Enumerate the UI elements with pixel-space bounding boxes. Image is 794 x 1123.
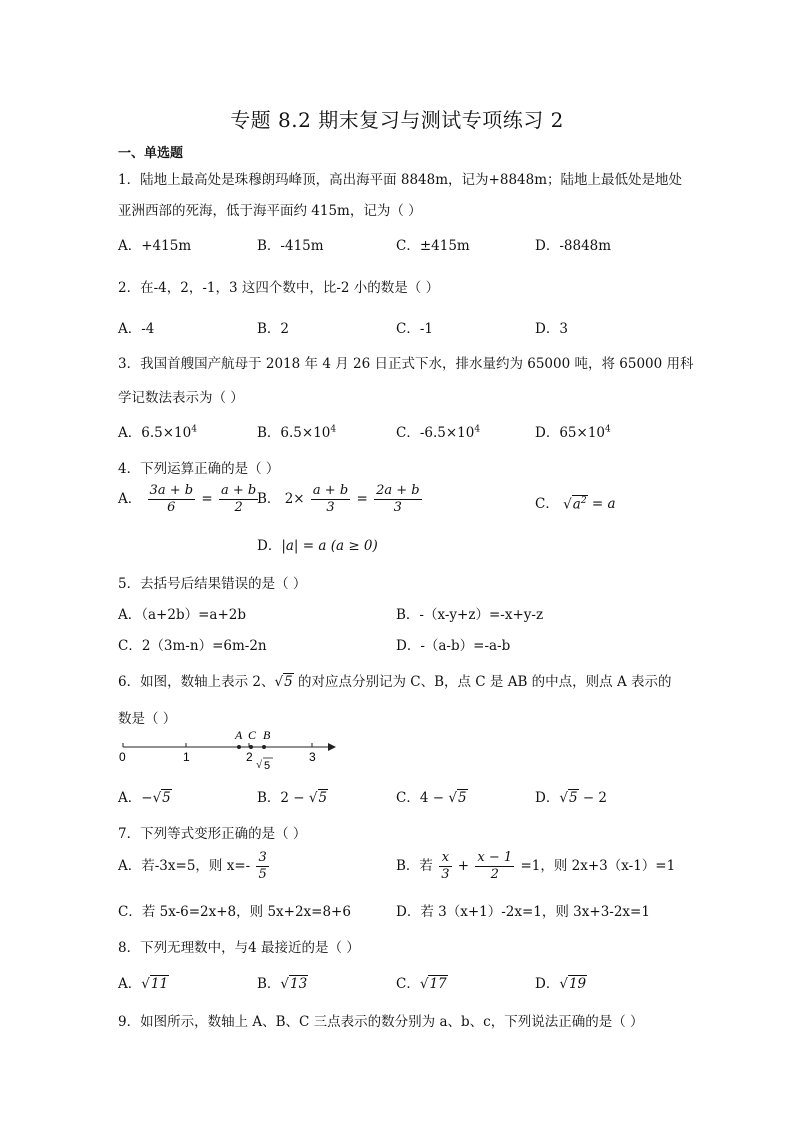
q7-option-a: A．若-3x=5，则 x=- $\frac{3}{5}$	[118, 850, 267, 882]
section-heading: 一、单选题	[118, 146, 184, 161]
q7-option-b: B．若 $\frac{x}{3}$ + $\frac{x - 1}{2}$ =1，则 2x+3（x-1）=1	[396, 850, 676, 882]
q4-option-b: B． 2× $\frac{a + b}{3}$ = $\frac{2a + b}{3}$	[257, 483, 420, 515]
q2-line1: 2．在-4，2，-1，3 这四个数中，比-2 小的数是（ ）	[118, 280, 440, 296]
q1-option-a: A．+415m	[118, 238, 192, 254]
tick-label-2: 2	[246, 750, 253, 764]
q8-option-b: B．√13	[257, 976, 308, 992]
q9-line1: 9．如图所示，数轴上 A、B、C 三点表示的数分别为 a、b、c，下列说法正确的是（ ）	[118, 1014, 644, 1030]
number-line-arrow	[328, 743, 336, 751]
q6-option-d: D．√5 − 2	[535, 790, 608, 806]
root-five-label: 5	[264, 760, 271, 772]
point-a	[237, 745, 241, 749]
point-label-c: C	[248, 728, 257, 742]
q7-option-c: C．若 5x-6=2x+8，则 5x+2x=8+6	[118, 904, 351, 920]
root-five-sign: √	[256, 759, 263, 771]
q8-option-c: C．√17	[396, 976, 447, 992]
q2-option-c: C．-1	[396, 321, 433, 337]
q8-option-d: D．√19	[535, 976, 587, 992]
q5-option-c: C．2（3m-n）=6m-2n	[118, 638, 267, 654]
sqrt-symbol: $√a^2$	[563, 495, 587, 512]
q8-line1: 8．下列无理数中，与4 最接近的是（ ）	[118, 940, 360, 956]
q4-option-d: D．|a| = a (a ≥ 0)	[257, 538, 378, 554]
q2-option-b: B．2	[257, 321, 290, 337]
q3-line2: 学记数法表示为（ ）	[118, 390, 244, 406]
q5-option-d: D．-（a-b）=-a-b	[396, 638, 511, 654]
q6-option-a: A．−√5	[118, 790, 171, 806]
point-label-a: A	[235, 728, 243, 742]
q3-option-d: D．$65\times 10^4$	[535, 424, 611, 441]
q1-option-c: C．±415m	[396, 238, 470, 254]
q2-option-a: A．-4	[118, 321, 155, 337]
q8-option-a: A．√11	[118, 976, 169, 992]
q6-line2: 数是（ ）	[118, 711, 177, 727]
q5-option-a: A．（a+2b）=a+2b	[118, 607, 246, 623]
q5-option-b: B．-（x-y+z）=-x+y-z	[396, 607, 544, 623]
number-line-figure	[118, 728, 348, 774]
q1-option-b: B．-415m	[257, 238, 324, 254]
q6-option-b: B．2 − √5	[257, 790, 328, 806]
q1-line1: 1．陆地上最高处是珠穆朗玛峰顶，高出海平面 8848m，记为+8848m；陆地上最低处是地处	[118, 172, 683, 188]
q4-line1: 4．下列运算正确的是（ ）	[118, 461, 280, 477]
q3-option-a: A．$6.5\times 10^4$	[118, 424, 197, 441]
page-title: 专题 8.2 期末复习与测试专项练习 2	[230, 108, 564, 132]
q2-option-d: D．3	[535, 321, 568, 337]
q1-option-d: D．-8848m	[535, 238, 612, 254]
tick-label-0: 0	[119, 750, 126, 764]
point-label-b: B	[263, 728, 271, 742]
q1-line2: 亚洲西部的死海，低于海平面约 415m，记为（ ）	[118, 203, 422, 219]
q3-line1: 3．我国首艘国产航母于 2018 年 4 月 26 日正式下水，排水量约为 65000 吨，将 65000 用科	[118, 356, 694, 372]
q3-option-c: C．$-6.5\times 10^4$	[396, 424, 481, 441]
q4-option-a: A． $\frac{3a + b}{6}$ = $\frac{a + b}{2}$	[118, 483, 257, 515]
q6-line1: 6．如图，数轴上表示 2、√5 的对应点分别记为 C、B，点 C 是 AB 的中点，则点 A 表示的	[118, 674, 672, 690]
q7-option-d: D．若 3（x+1）-2x=1，则 3x+3-2x=1	[396, 904, 650, 920]
q3-option-b: B．$6.5\times 10^4$	[257, 424, 337, 441]
q7-line1: 7．下列等式变形正确的是（ ）	[118, 826, 307, 842]
q5-line1: 5．去括号后结果错误的是（ ）	[118, 576, 307, 592]
q6-option-c: C．4 − √5	[396, 790, 467, 806]
tick-label-1: 1	[183, 750, 190, 764]
tick-label-3: 3	[309, 750, 316, 764]
q4-option-c: C． $√a^2 = a$	[535, 495, 616, 512]
point-b	[262, 745, 266, 749]
point-c	[249, 745, 253, 749]
